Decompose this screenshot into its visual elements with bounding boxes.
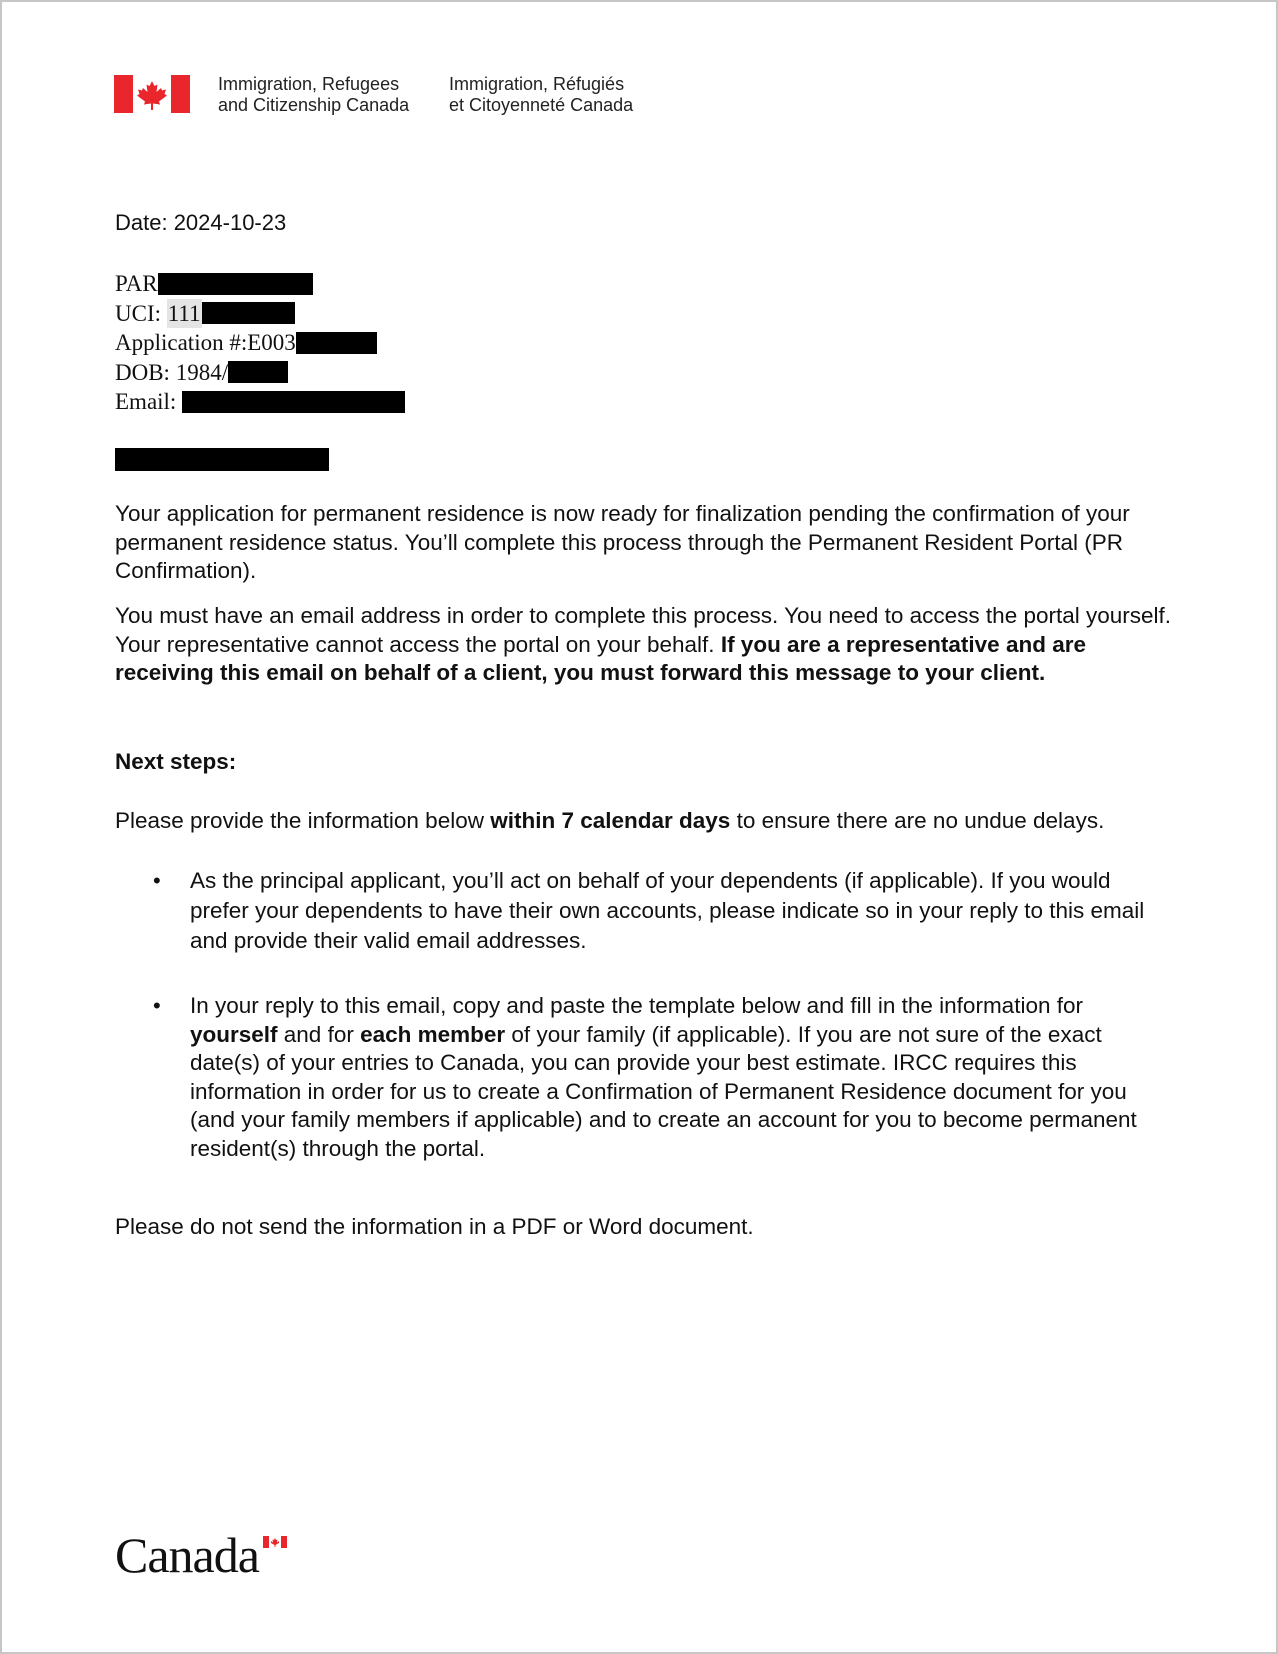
next-steps-list xyxy=(115,866,1175,956)
uci-label: UCI: xyxy=(115,300,167,326)
paragraph-ready-for-finalization xyxy=(115,500,1175,586)
dept-en-line2: and Citizenship Canada xyxy=(218,95,410,115)
heading-text: Next steps: xyxy=(115,749,237,774)
bullet1-text: As the principal applicant, you’ll act on behalf of your dependents (if applicable). If you would prefer your dependents to have their own accounts, please indicate so in your reply to this email and provide their valid email addresses. xyxy=(190,868,1145,953)
bullet2-bold2: each member xyxy=(360,1021,506,1047)
redaction-bar xyxy=(202,302,295,324)
closing-paragraph xyxy=(115,1213,1175,1242)
paragraph-text xyxy=(115,602,1175,688)
list-item xyxy=(115,992,1175,1163)
canada-wordmark xyxy=(115,1527,293,1583)
bullet: • xyxy=(153,993,161,1018)
paragraph-email-requirement xyxy=(115,602,1175,688)
bullet2-bold1: yourself xyxy=(190,1021,278,1047)
paragraph-deadline xyxy=(115,807,1175,836)
next-steps-list-2 xyxy=(115,992,1175,1163)
application-prefix: Application #:E003 xyxy=(115,330,296,355)
redaction-bar xyxy=(228,361,288,383)
email-label: Email: xyxy=(115,389,183,414)
next-steps-heading xyxy=(115,748,1175,777)
bullet2-a: In your reply to this email, copy and paste the template below and fill in the information for xyxy=(190,993,1083,1018)
para3-a: Please provide the information below xyxy=(115,808,491,833)
bullet: • xyxy=(153,868,161,893)
list-item xyxy=(115,866,1175,956)
paragraph-text: Please do not send the information in a PDF or Word document. xyxy=(115,1214,754,1239)
canada-flag-icon xyxy=(114,75,190,113)
dob-prefix: DOB: 1984/ xyxy=(115,359,229,385)
letter-date: Date: 2024-10-23 xyxy=(115,210,287,235)
redaction-bar xyxy=(182,391,405,413)
bullet2-b: and for xyxy=(277,1021,361,1047)
dept-en-line1: Immigration, Refugees xyxy=(218,74,400,94)
wordmark-text: Canada xyxy=(115,1527,259,1583)
department-name-english xyxy=(218,74,409,116)
paragraph-text xyxy=(115,807,1175,836)
email-line xyxy=(115,387,405,417)
application-number-line xyxy=(115,328,405,358)
department-name-french xyxy=(449,74,633,116)
para3-bold: within 7 calendar days xyxy=(490,808,731,833)
para3-b: to ensure there are no undue delays. xyxy=(730,808,1105,833)
uci-prefix: 111 xyxy=(167,299,202,329)
uci-line xyxy=(115,299,405,329)
redaction-bar xyxy=(296,332,377,354)
bullet2-c: of your family (if applicable). If you are not sure of the exact date(s) of your entries to Canada, you can provide your best estimate. IRCC requires this information in order for us to create a Confirmation of Permanent Residence document for you (and your family members if applicable) and to create an account for you to become permanent resident(s) through the portal. xyxy=(190,1021,1137,1161)
redacted-salutation xyxy=(115,448,329,471)
par-prefix: PAR xyxy=(115,271,158,296)
paragraph-text: Your application for permanent residence is now ready for finalization pending the confirmation of your permanent residence status. You’ll complete this process through the Permanent Resident Portal (PR Confirmation). xyxy=(115,501,1130,583)
par-line xyxy=(115,269,405,299)
dept-fr-line2: et Citoyenneté Canada xyxy=(449,95,634,115)
redaction-bar xyxy=(158,273,313,295)
dept-fr-line1: Immigration, Réfugiés xyxy=(449,74,625,94)
file-reference-block xyxy=(115,269,405,417)
dob-line xyxy=(115,358,405,388)
steps-list xyxy=(115,992,1175,1163)
canada-flag-icon xyxy=(263,1536,287,1548)
para2-normal: You must have an email address in order to complete this process. You need to access the portal yourself. Your representative cannot access the portal on your behalf. xyxy=(115,603,1172,657)
steps-list xyxy=(115,866,1175,956)
para2-bold: If you are a representative and are receiving this email on behalf of a client, you must forward this message to your client. xyxy=(115,631,1086,685)
